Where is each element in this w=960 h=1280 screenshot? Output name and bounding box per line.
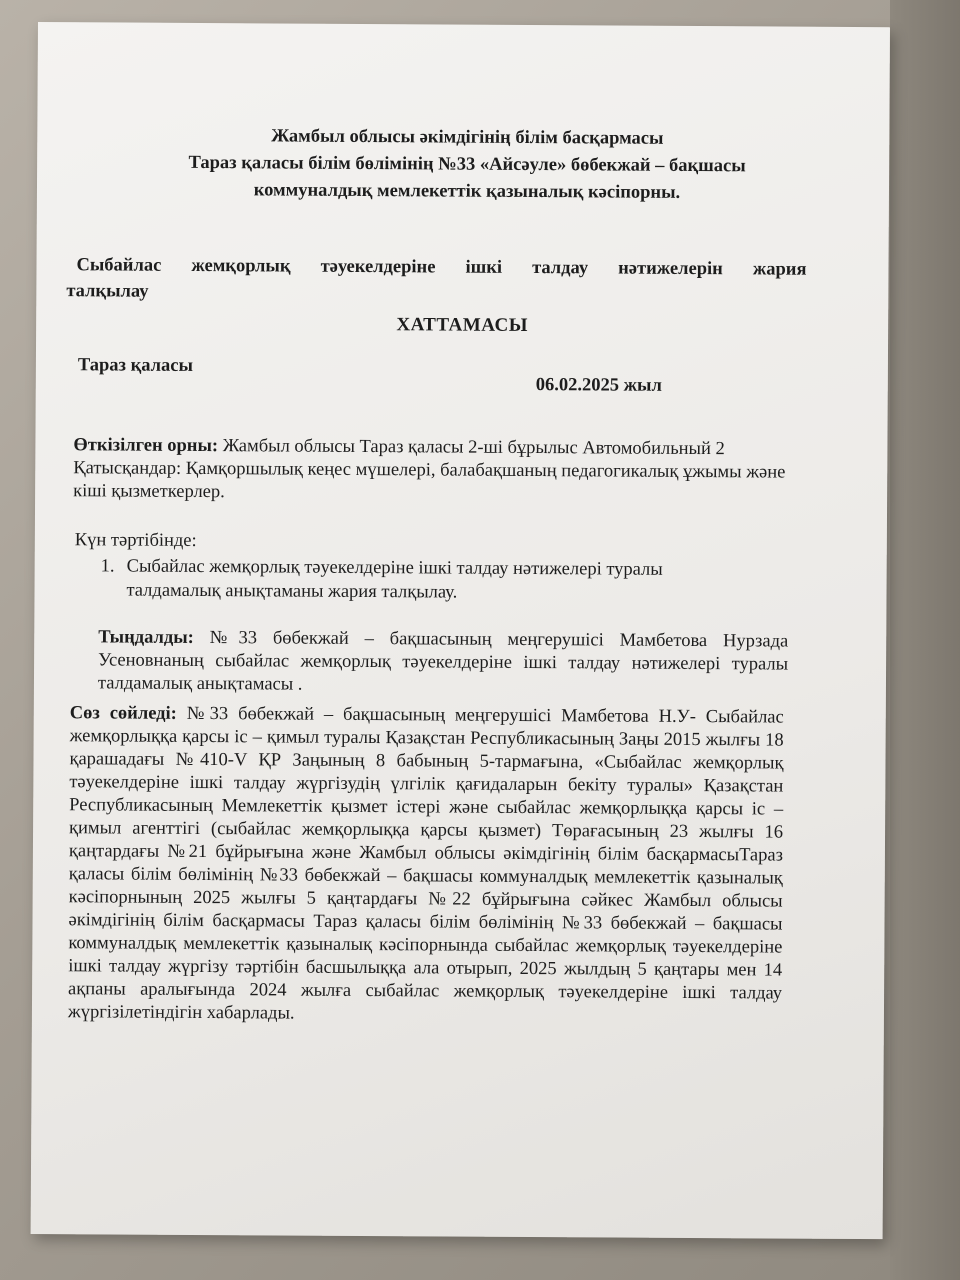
header-line-3: коммуналдық мемлекеттік қазыналық кәсіпорны. [253,180,681,203]
listened-section [98,626,788,699]
topic-line-2: талқылау [66,281,149,302]
organization-header [97,122,837,208]
agenda-list [100,554,740,606]
listened-text: №33 бөбекжай – бақшасының меңгерушісі Мамбетова Нурзада Усеновнаның сыбайлас жемқорлық тәуекелдеріне ішкі талдау нәтижелері туралы талдамалық анықтамасы . [97,627,789,695]
agenda-item-text: Сыбайлас жемқорлық тәуекелдеріне ішкі талдау нәтижелері туралы талдамалық анықтаманы жария талқылау. [126,556,663,603]
listened-label: Тыңдалды: [98,627,194,648]
header-line-1: Жамбыл облысы әкімдігінің білім басқармасы [271,126,664,149]
document-title: ХАТТАМАСЫ [396,314,528,336]
topic-line-1: Сыбайлас жемқорлық тәуекелдеріне ішкі талдау нәтижелерін жария [76,255,807,280]
document-page [31,22,890,1239]
venue-label: Өткізілген орны: [73,435,219,457]
venue-section [73,434,803,507]
participants-text: Қатысқандар: Қамқоршылық кеңес мүшелері, балабақшаның педагогикалық ұжымы және кіші қызметкерлер. [73,458,786,503]
city-label: Тараз қаласы [77,355,194,376]
speech-section [68,702,784,1028]
document-date: 06.02.2025 жыл [535,375,662,396]
agenda-item [100,554,740,606]
agenda-item-number: 1. [100,556,115,577]
speech-text: №33 бөбекжай – бақшасының меңгерушісі Мамбетова Н.У- Сыбайлас жемқорлыққа қарсы іс – қимыл туралы Қазақстан Республикасының Заңы 2015 жылғы 18 қарашадағы №410-V ҚР Заңының 8 бабының 5-тармағына, «Сыбайлас жемқорлық тәуекелдеріне ішкі талдау жүргізудің үлгілік қағидаларын бекіту туралы» Қазақстан Республикасының Мемлекеттік қызмет істері және сыбайлас жемқорлыққа қарсы іс – қимыл агенттігі (сыбайлас жемқорлыққа қарсы қызмет) Төрағасының 23 жылғы 16 қаңтардағы №21 бұйрығына және Жамбыл облысы әкімдігінің білім басқармасыТараз қаласы білім бөлімінің №33 бөбекжай – бақшасы коммуналдық мемлекеттік қазыналық кәсіпорнының 2025 жылғы 5 қаңтардағы №22 бұйрығына сәйкес Жамбыл облысы әкімдігінің білім басқармасы Тараз қаласы білім бөлімінің №33 бөбекжай – бақшасы коммуналдық мемлекеттік қазыналық кәсіпорнында сыбайлас жемқорлық тәуекелдеріне ішкі талдау жүргізу тәртібін басшылыққа ала отырып, 2025 жылдың 5 қаңтары мен 14 ақпаны аралығында 2024 жылға сыбайлас жемқорлық тәуекелдеріне ішкі талдау жүргізілетіндігін хабарлады. [67,703,784,1024]
header-line-2: Тараз қаласы білім бөлімінің №33 «Айсәуле» бөбекжай – бақшасы [188,152,746,177]
agenda-label: Күн тәртібінде: [74,530,197,551]
background-wall [890,0,960,1280]
protocol-topic [66,252,806,309]
speech-label: Сөз сөйледі: [69,703,177,724]
venue-text: Жамбыл облысы Тараз қаласы 2-ші бұрылыс Автомобильный 2 [218,436,725,460]
